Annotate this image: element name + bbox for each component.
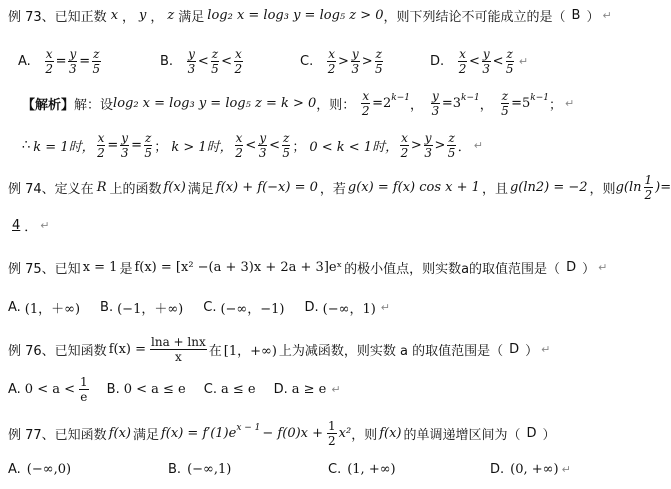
q74-stem-a: 例 74、定义在: [8, 182, 94, 197]
q77-eq-b: − f(0)x +: [262, 426, 324, 441]
option-label: A.: [8, 462, 21, 477]
option-expr: (1, +∞): [347, 462, 396, 477]
q74-stem-f: ，则: [589, 182, 616, 197]
q76-denominator: x: [174, 350, 182, 364]
q75-options: [8, 298, 646, 317]
option-label: D.: [273, 382, 288, 397]
frac-den: 2: [644, 188, 653, 202]
q73-stem: 例 73、已知正数 x ， y ， z 满足 log₂ x = log₃ y = log₅ z > 0 ，则下列结论不可能成立的是（ B ） ↵: [8, 8, 612, 25]
q77-eq-c: x²: [338, 426, 352, 441]
frac-num: 1: [644, 173, 653, 187]
power-base-2: 2: [383, 96, 392, 111]
q74-stem-c: 满足: [187, 182, 214, 197]
q77-option-a: [8, 462, 71, 477]
option-label: B.: [100, 300, 114, 315]
q75-stem-c: 的极小值点，则实数a的取值范围是（: [344, 262, 561, 277]
option-label: C.: [203, 300, 217, 315]
q76-stem-c: 上为减函数，则实数 a 的取值范围是（: [278, 344, 504, 359]
analysis-text: 解：设: [74, 98, 114, 113]
q74-stem-e: ，且: [481, 182, 508, 197]
q77-stem-c: ，则: [351, 428, 378, 443]
analysis-text-b: ，则：: [316, 98, 356, 113]
option-label: B.: [168, 462, 182, 477]
q77-eq-a: f(x) = f′(1)e: [161, 426, 237, 441]
case-3: 0 < k < 1时，: [309, 140, 399, 155]
q74-cond: f(x) + f(−x) = 0: [215, 180, 318, 195]
q75-stem-a: 例 75、已知: [8, 262, 81, 277]
frac-num: 1: [328, 419, 336, 433]
return-mark: ↵: [541, 343, 551, 356]
power-base-3: 3: [452, 96, 461, 111]
option-expr: (−∞,1): [187, 462, 232, 477]
return-mark: ↵: [518, 55, 529, 68]
q76-answer: D: [509, 342, 520, 357]
exponent: k−1: [461, 92, 480, 103]
option-label: C.: [203, 382, 217, 397]
option-label: A.: [18, 54, 31, 69]
q77-stem-b: 满足: [132, 428, 159, 443]
q75-fx: f(x) = [x² −(a + 3)x + 2a + 3]eˣ: [134, 260, 343, 275]
q74-f: f(x): [163, 180, 186, 195]
case-2: k > 1时，: [171, 140, 233, 155]
q77-option-d: [490, 462, 571, 477]
q74-R: R: [96, 180, 107, 195]
q76-option-c: a ≤ e: [220, 382, 256, 397]
exponent: k−1: [530, 92, 549, 103]
q74-answer-line: [8, 216, 646, 235]
return-mark: ↵: [40, 219, 50, 232]
frac-num: 1: [80, 375, 88, 389]
return-mark: ↵: [598, 261, 608, 274]
option-label: C.: [300, 54, 314, 69]
return-mark: ↵: [473, 139, 484, 152]
q73-close: ）: [586, 10, 600, 25]
q74-stem-b: 上的函数: [109, 182, 162, 197]
q76-numerator: lna + lnx: [151, 335, 206, 349]
q74-gq: g(ln: [615, 180, 642, 195]
option-label: D.: [490, 462, 505, 477]
q76-option-b: 0 < a ≤ e: [123, 382, 186, 397]
q74-gq-end: )=: [655, 180, 671, 195]
q75-option-c: (−∞，−1): [220, 302, 285, 317]
q77-option-b: [168, 462, 231, 477]
q74-stem: [8, 173, 671, 202]
q75-stem-b: 是: [119, 262, 133, 277]
q73-stem-c: ，则下列结论不可能成立的是（: [383, 10, 566, 25]
case-1: k = 1时，: [33, 140, 95, 155]
option-label: D.: [430, 54, 445, 69]
return-mark: ↵: [565, 97, 575, 110]
q77-f: f(x): [108, 426, 131, 441]
end-mark: ．: [24, 220, 38, 235]
q73-option-b: B. $\frac{y}{3}$ < $\frac{z}{5}$ < $\frac{x}{2}$: [160, 47, 243, 76]
q77-f-2: f(x): [379, 426, 402, 441]
return-mark: ↵: [602, 9, 612, 22]
return-mark: ↵: [380, 301, 391, 314]
q74-stem-d: ，若: [319, 182, 346, 197]
q73-option-a: A. $\frac{x}{2}$ = $\frac{y}{3}$ = $\frac{z}{5}$: [18, 47, 101, 76]
q75-x1: x = 1: [82, 260, 118, 275]
option-expr: (−∞,0): [26, 462, 72, 477]
q73-cases: ∴ k = 1时， $\frac{x}{2}$ = $\frac{y}{3}$ = $\frac{z}{5}$ ； k > 1时， $\frac{x}{2}$ < $\frac{y}{3}$ < $\frac{z}{5}$ ； 0 < k < 1时， $\frac{x}{2}$ > $\frac{y}{3}$ > $\frac{z}{5}$ ． ↵: [22, 131, 484, 160]
analysis-tag: 【解析】: [22, 98, 75, 113]
q75-stem: [8, 258, 646, 277]
frac-den: e: [80, 390, 88, 404]
option-label: A.: [8, 300, 21, 315]
q76-option-a: 0 < a <: [24, 382, 76, 397]
q76-fx-lhs: f(x) =: [108, 342, 146, 357]
option-label: B.: [106, 382, 120, 397]
q77-close: ）: [542, 428, 556, 443]
q75-close: ）: [582, 262, 596, 277]
q74-g2: g(ln2) = −2: [509, 180, 588, 195]
return-mark: ↵: [331, 383, 341, 396]
q73-condition: log₂ x = log₃ y = log₅ z > 0: [207, 8, 384, 23]
q73-var-y: y: [139, 8, 147, 23]
q76-stem-a: 例 76、已知函数: [8, 344, 107, 359]
q77-eq-sup: x − 1: [236, 422, 261, 433]
therefore-symbol: ∴: [22, 138, 31, 153]
frac-den: 2: [328, 434, 336, 448]
q73-stem-a: 例 73、已知正数: [8, 10, 107, 25]
q73-answer: B: [571, 8, 581, 23]
q77-answer: D: [526, 426, 537, 441]
analysis-condition: log₂ x = log₃ y = log₅ z = k > 0: [113, 96, 317, 111]
option-label: A.: [8, 382, 21, 397]
q76-option-d: a ≥ e: [291, 382, 327, 397]
q74-answer: 4: [12, 218, 21, 233]
q77-stem-d: 的单调递增区间为（: [403, 428, 521, 443]
q76-options: [8, 376, 646, 403]
end-mark: ．: [457, 140, 471, 155]
q77-stem: [8, 420, 646, 447]
q75-option-b: (−1，＋∞): [117, 302, 184, 317]
q73-option-c: C. $\frac{x}{2}$ > $\frac{y}{3}$ > $\frac{z}{5}$: [300, 47, 383, 76]
option-label: B.: [160, 54, 174, 69]
q74-g: g(x) = f(x) cos x + 1: [347, 180, 480, 195]
option-expr: (0, +∞): [510, 462, 559, 477]
return-mark: ↵: [561, 463, 571, 476]
q76-stem-b: 在: [208, 344, 222, 359]
q75-option-d: (−∞，1): [322, 302, 376, 317]
q73-analysis: 【解析】 解：设 log₂ x = log₃ y = log₅ z = k > 0 ，则： $\frac{x}{2}$ = 2 k−1 ， $\frac{y}{3}$ = 3 k−1 ， $\frac{z}{5}$ = 5 k−1 ； ↵: [22, 89, 575, 118]
q73-stem-b: 满足: [178, 10, 205, 25]
q73-var-x: x: [110, 8, 119, 23]
option-label: C.: [328, 462, 342, 477]
exponent: k−1: [391, 92, 411, 103]
q73-option-d: D. $\frac{x}{2}$ < $\frac{y}{3}$ < $\frac{z}{5}$ ↵: [430, 47, 529, 76]
option-label: D.: [304, 300, 319, 315]
q76-interval: [1，+∞): [223, 344, 277, 359]
q75-answer: D: [566, 260, 577, 275]
q76-stem: [8, 336, 646, 363]
q77-stem-a: 例 77、已知函数: [8, 428, 107, 443]
power-base-5: 5: [521, 96, 531, 111]
q73-var-z: z: [167, 8, 175, 23]
q77-option-c: [328, 462, 396, 477]
q76-close: ）: [525, 344, 539, 359]
q75-option-a: (1，＋∞): [24, 302, 81, 317]
